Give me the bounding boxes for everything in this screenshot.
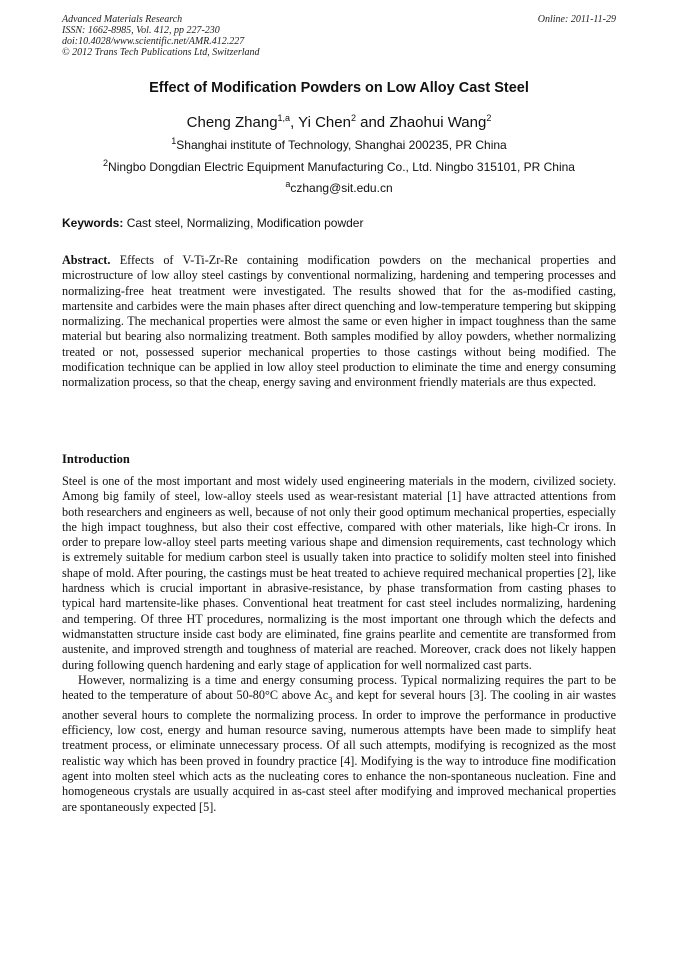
introduction-body: [62, 474, 616, 815]
subscript: 3: [328, 695, 333, 705]
affiliation-marker: 2: [103, 158, 109, 168]
issn-line: ISSN: 1662-8985, Vol. 412, pp 227-230: [62, 25, 220, 36]
affiliation-2: [0, 160, 678, 174]
paragraph: Steel is one of the most important and most widely used engineering materials in the modern, civilized society. Among big family of steel, low-alloy steels used as wear-resistant material [1] have attracted attentions from both researchers and engineers as well, because of not only their good optimum mechanical properties, especially the high impact toughness, but also their cost effective, compared with other materials, like high-Cr irons. In order to prepare low-alloy steel parts meeting various shape and dimension requirements, cast technology which is extremely suitable for medium carbon steel is usually taken into practice to solidify molten steel into finished shape of mold. After pouring, the castings must be heat treated to achieve required mechanical properties [2], like hardness which is crucial important in abrasive-resistance, by phase transformation from casting phases to typical hard martensite-like phases. Conventional heat treatment for cast steel includes normalizing, hardening and tempering. Of three HT procedures, normalizing is the most important one through which the defects and widmanstatten structure inside cast body are eliminated, fine grains pearlite and cementite are transformed from austenite, and improved strength and toughness of material are reached. Moreover, crack does not likely happen during following quench hardening and early stage of application for well normalized cast parts.: [62, 474, 616, 672]
paragraph-text: and kept for several hours [3]. The cooling in air wastes another several hours to complete the normalizing process. In order to improve the performance in productive efficiency, low cost, energy and human resource saving, numerous attempts have been made to simplify heat treatment process, or eliminate unnecessary process. Of all such attempts, modifying is recognized as the most realistic way which has been proved in foundry practice [4]. Modifying is the way to introduce fine modification agent into molten steel which acts as the nucleating cores to enhance the non-spontaneous nucleation. Fine and homogeneous crystals are usually acquired in as-cast steel after modifying and improved mechanical properties are spontaneously expected [5].: [62, 688, 616, 814]
abstract: [62, 253, 616, 391]
journal-header: [62, 14, 616, 58]
keywords: [62, 216, 616, 230]
abstract-label: Abstract.: [62, 253, 111, 267]
paper-title: Effect of Modification Powders on Low Alloy Cast Steel: [149, 80, 529, 96]
author-superscript: 1,a: [277, 113, 291, 123]
author-email: [0, 181, 678, 195]
author-list: [0, 114, 678, 131]
affiliation-1: [0, 138, 678, 152]
online-date: Online: 2011-11-29: [537, 14, 616, 25]
doi-line: doi:10.4028/www.scientific.net/AMR.412.227: [62, 36, 245, 47]
affiliation-marker: 1: [171, 136, 177, 146]
abstract-text: Effects of V-Ti-Zr-Re containing modification powders on the mechanical properties and microstructure of low alloy steel castings by conventional normalizing, hardening and tempering processes and normalizing-free heat treatment were investigated. The results showed that for the as-modified casting, martensite and carbides were the main phases after direct quenching and low-temperature tempering but skipping normalizing. The mechanical properties were almost the same or even higher in impact toughness than the same material but bearing also normalizing treatment. Both samples modified by alloy powders, whether normalizing treated or not, possessed superior mechanical properties to those castings without being modified. The modification technique can be applied in low alloy steel production to eliminate the time and energy consuming normalization process, so that the cheap, energy saving and environment friendly materials are thus expected.: [62, 253, 616, 390]
email-text: czhang@sit.edu.cn: [290, 181, 393, 195]
keywords-text: Cast steel, Normalizing, Modification powder: [123, 216, 364, 230]
copyright-line: © 2012 Trans Tech Publications Ltd, Switzerland: [62, 47, 260, 58]
author-superscript: 2: [350, 113, 356, 123]
journal-name: Advanced Materials Research: [62, 14, 183, 25]
keywords-label: Keywords:: [62, 216, 124, 230]
author-name: and Zhaohui Wang: [355, 114, 487, 131]
paragraph: [62, 673, 616, 815]
author-superscript: 2: [486, 113, 492, 123]
affiliation-text: Ningbo Dongdian Electric Equipment Manufacturing Co., Ltd. Ningbo 315101, PR China: [108, 160, 575, 174]
author-name: , Yi Chen: [290, 114, 351, 131]
introduction-heading: Introduction: [62, 452, 130, 466]
affiliation-marker: a: [285, 179, 291, 189]
author-name: Cheng Zhang: [186, 114, 278, 131]
affiliation-text: Shanghai institute of Technology, Shanghai 200235, PR China: [176, 138, 507, 152]
paragraph-text: However, normalizing is a time and energy consuming process. Typical normalizing requires the part to be heated to the temperature of about 50-80°C above Ac: [62, 672, 616, 703]
